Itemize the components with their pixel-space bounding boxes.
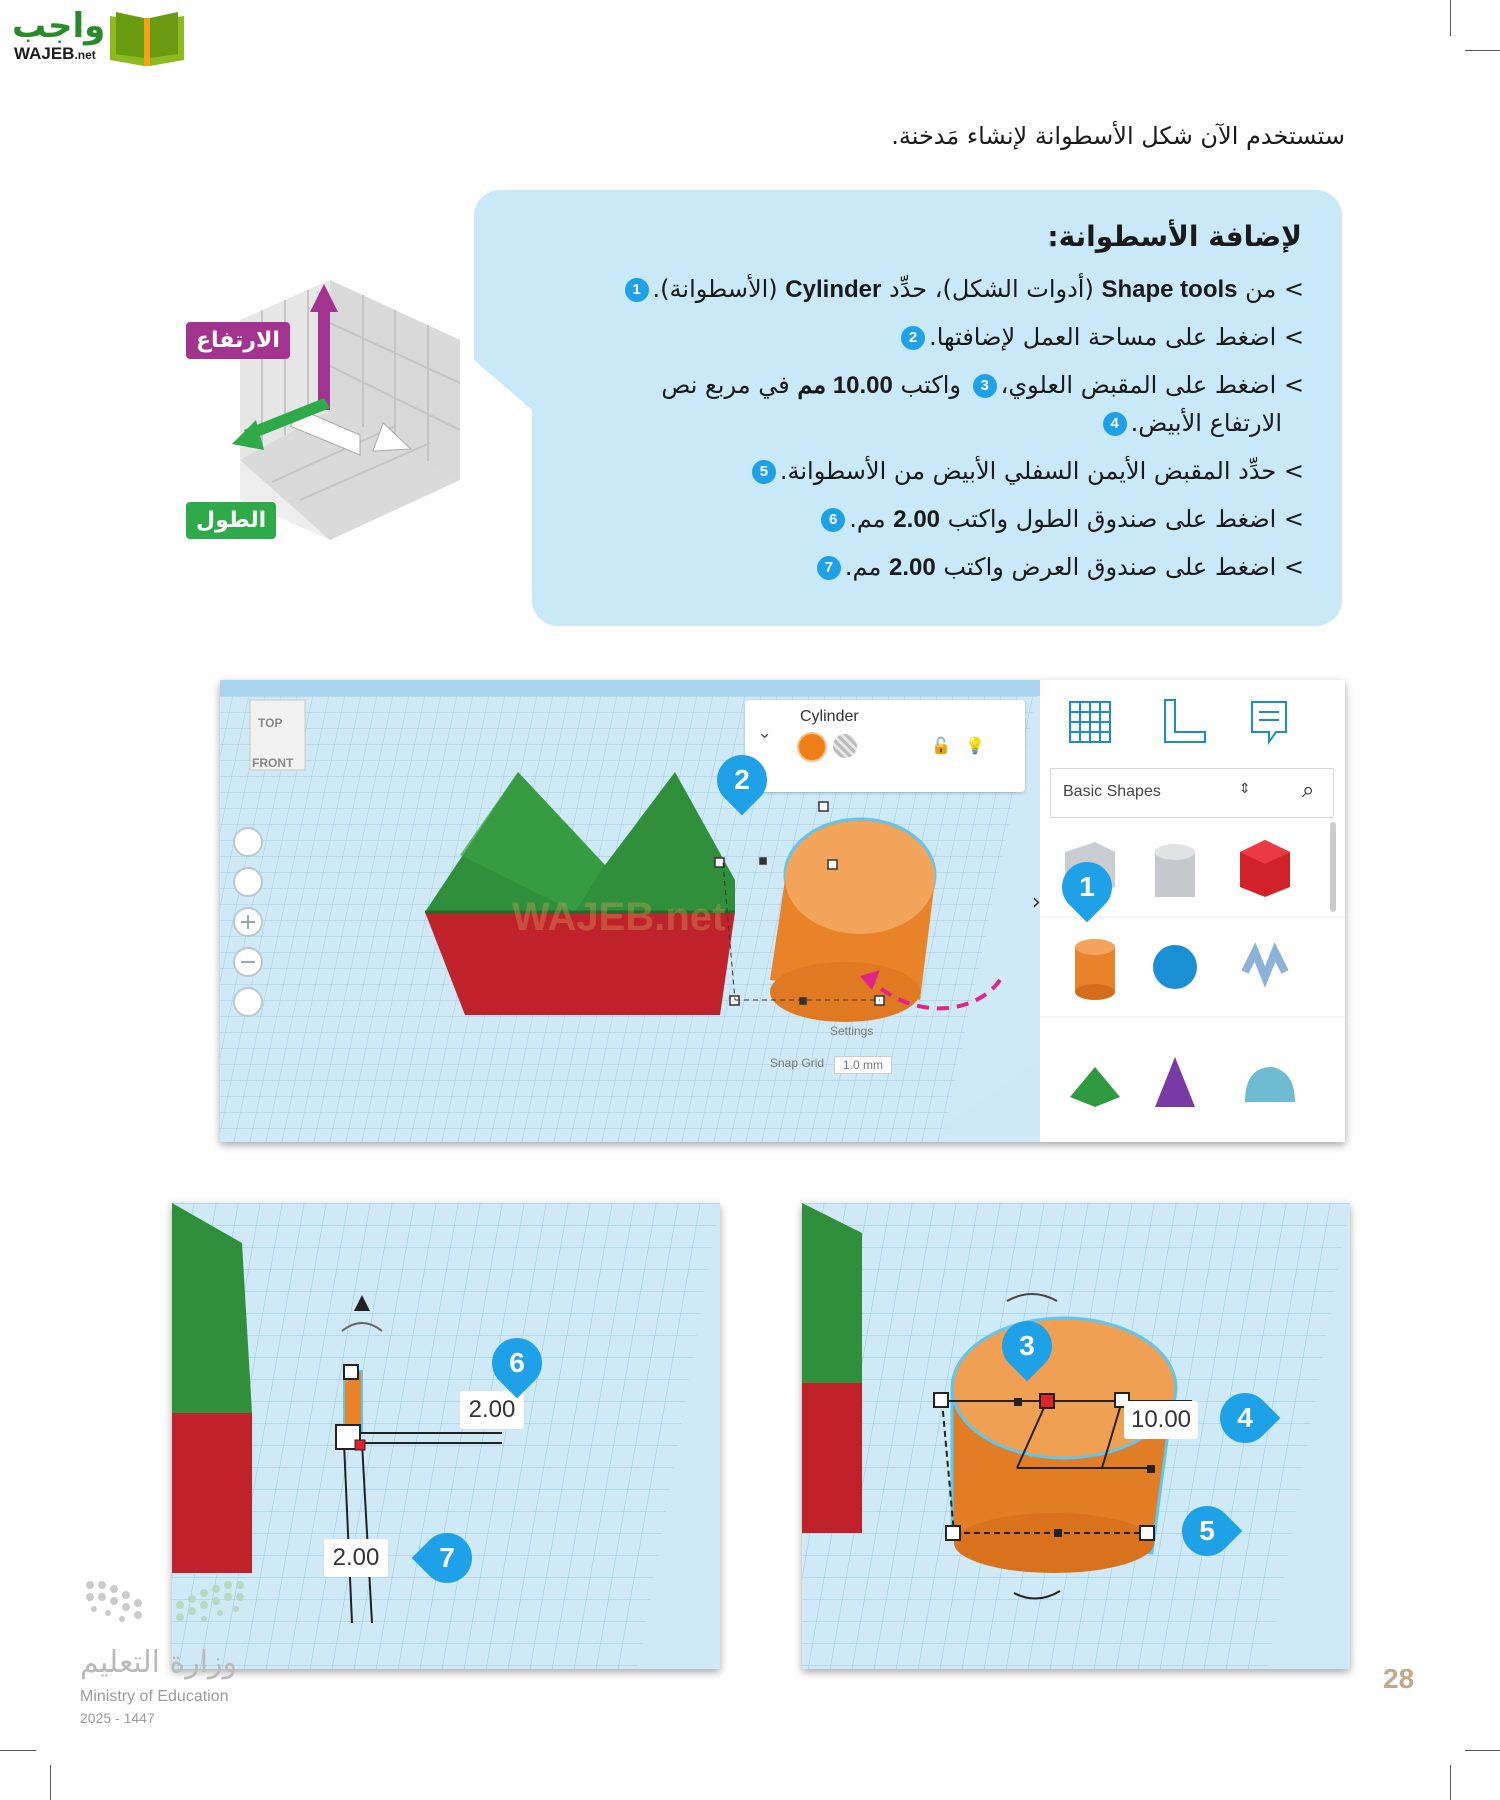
roof-shape[interactable] [1070,1067,1120,1107]
settings-link[interactable]: Settings [830,1024,874,1038]
cone-shape[interactable] [1155,1057,1195,1107]
step-badge: 2 [901,326,925,350]
snap-grid-label: Snap Grid [770,1056,825,1070]
lightbulb-icon[interactable]: 💡 [965,736,985,755]
panel-toolbar [1040,680,1345,770]
watermark: WAJEB.net [512,895,726,939]
logo-arabic: واجب [12,6,106,46]
box-shape[interactable] [1240,840,1290,897]
step-2: > اضغط على مساحة العمل لإضافتها.2 [897,318,1304,356]
step-badge: 4 [1103,412,1127,436]
ministry-english: Ministry of Education [80,1688,229,1705]
view-cube-front[interactable]: FRONT [252,756,294,770]
step-3: > اضغط على المقبض العلوي،3 واكتب 10.00 مم في مربع نص [661,371,1304,399]
ruler-icon[interactable] [1165,700,1205,742]
chevron-down-icon[interactable]: ⌄ [757,722,773,743]
callout-2: 2 [707,745,778,816]
intro-text: ستستخدم الآن شكل الأسطوانة لإنشاء مَدخنة. [891,122,1345,150]
tinkercad-screenshot [220,680,1345,1142]
crop-mark [1450,1765,1451,1800]
step-3-cont: الارتفاع الأبيض.4 [1099,404,1282,442]
callout-7: 7 [412,1523,483,1594]
step-badge: 5 [752,460,776,484]
steps-title: لإضافة الأسطوانة: [1047,220,1302,253]
crop-mark [50,1765,51,1800]
sphere-shape[interactable] [1153,945,1197,989]
box-notch [474,190,594,410]
shapes-panel [1040,680,1345,1142]
ministry-logo [80,1575,280,1735]
search-icon[interactable]: ⌕ [1302,778,1315,803]
lock-icon[interactable]: 🔓 [931,736,951,755]
step-7: > اضغط على صندوق العرض واكتب 2.00 مم.7 [813,548,1304,587]
callout-4: 4 [1210,1383,1281,1454]
length-label: الطول [186,502,276,539]
shape-library-select[interactable]: Basic Shapes ⇕ [1050,768,1334,818]
callout-5: 5 [1172,1496,1243,1567]
book-icon [106,8,188,68]
scribble-shape[interactable] [1245,952,1285,977]
crop-mark [1465,50,1500,51]
round-roof-shape[interactable] [1245,1067,1295,1102]
notes-icon[interactable] [1252,702,1286,742]
axes-diagram [196,280,470,550]
callout-3: 3 [992,1311,1063,1382]
cylinder-hole-shape[interactable] [1155,844,1195,897]
ministry-arabic: وزارة التعليم [80,1645,238,1680]
step-badge: 3 [973,374,997,398]
callout-1: 1 [1052,852,1123,923]
view-cube-top[interactable]: TOP [258,716,283,730]
step-badge: 6 [821,508,845,532]
step-badge: 1 [625,278,649,302]
perspective-icon[interactable] [234,988,262,1016]
steps-box [532,190,1342,626]
callout-6: 6 [482,1328,553,1399]
step-badge: 7 [817,556,841,580]
step-6: > اضغط على صندوق الطول واكتب 2.00 مم.6 [817,500,1304,539]
fit-icon[interactable] [234,868,262,896]
height-input[interactable]: 10.00 [1124,1401,1198,1439]
step-5: > حدِّد المقبض الأيمن السفلي الأبيض من الأسطوانة.5 [748,452,1304,490]
ministry-dots-graphic [80,1575,250,1645]
shape-inspector [745,700,1025,792]
crop-mark [0,1750,36,1751]
inspector-shape-name: Cylinder [800,708,859,725]
step-1: > من Shape tools (أدوات الشكل)، حدِّد Cylinder (الأسطوانة).1 [621,270,1304,309]
wajeb-logo[interactable] [8,6,188,68]
select-arrows-icon: ⇕ [1239,781,1251,797]
solid-color-swatch[interactable] [797,732,827,762]
height-screenshot [802,1203,1350,1669]
crop-mark [1450,0,1451,36]
crop-mark [1465,1750,1500,1751]
snap-grid-select[interactable]: 1.0 mm [834,1056,892,1074]
height-label: الارتفاع [186,322,290,359]
workplane-icon[interactable] [1070,702,1110,742]
page-number: 28 [1383,1663,1415,1694]
cylinder-shape[interactable] [1075,939,1115,1000]
home-icon[interactable] [234,828,262,856]
hole-swatch[interactable] [833,734,857,758]
length-input[interactable]: 2.00 [460,1391,524,1429]
logo-latin: WAJEB.net [14,44,96,63]
panel-collapse-icon[interactable]: › [1032,890,1041,915]
width-input[interactable]: 2.00 [324,1539,388,1577]
academic-year: 2025 - 1447 [80,1710,155,1726]
